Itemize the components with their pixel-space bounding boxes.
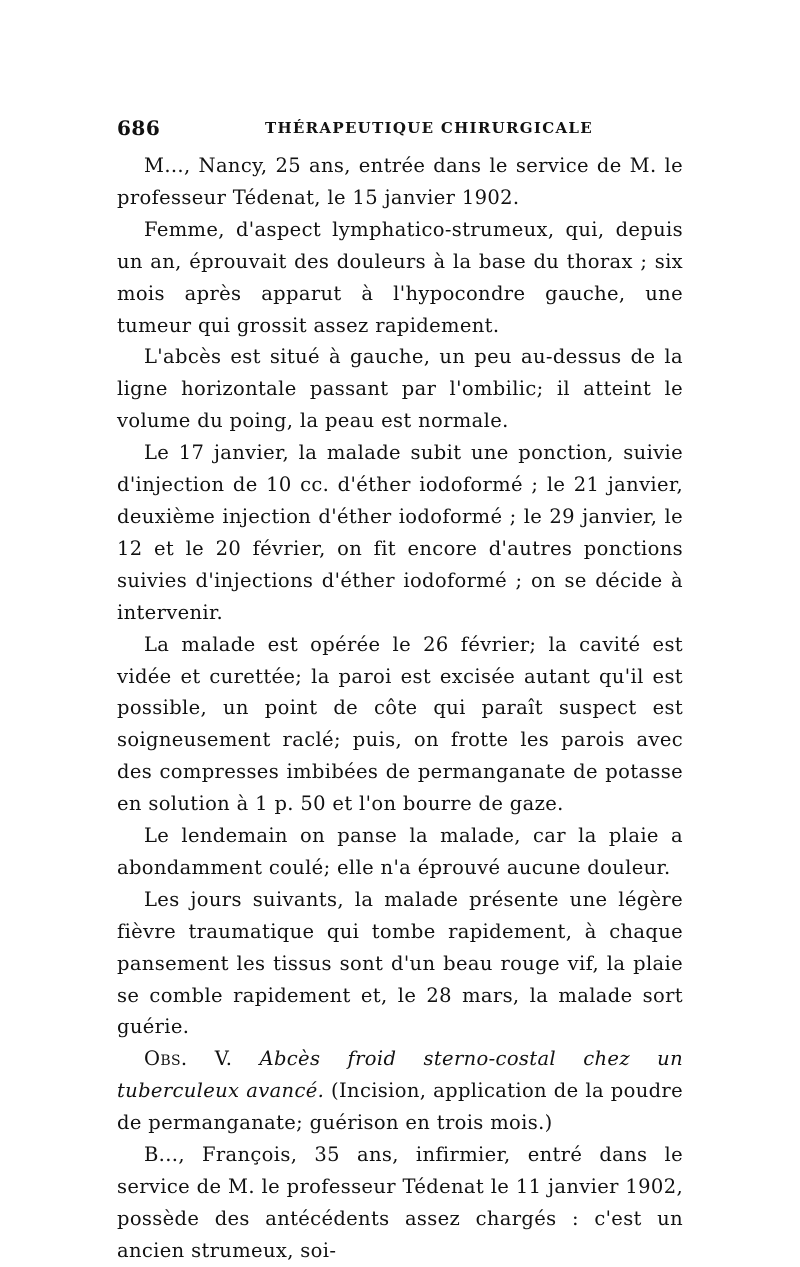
paragraph-1: M..., Nancy, 25 ans, entrée dans le service de M. le professeur Tédenat, le 15 janvier 1902. — [117, 154, 683, 209]
page-header — [117, 116, 685, 144]
paragraph-3: L'abcès est situé à gauche, un peu au-dessus de la ligne horizontale passant par l'ombilic; il atteint le volume du poing, la peau est normale. — [117, 345, 683, 433]
paragraph-5: La malade est opérée le 26 février; la cavité est vidée et curettée; la paroi est excisée autant qu'il est possible, un point de côte qui paraît suspect est soigneusement raclé; puis, on frotte les parois avec des compresses imbibées de permanganate de potasse en solution à 1 p. 50 et l'on bourre de gaze. — [117, 632, 683, 816]
paragraph-4: Le 17 janvier, la malade subit une ponction, suivie d'injection de 10 cc. d'éther iodoformé ; le 21 janvier, deuxième injection d'éther iodoformé ; le 29 janvier, le 12 et le 20 février, on fit encore d'autres ponctions suivies d'injections d'éther iodoformé ; on se décide à intervenir. — [117, 441, 683, 624]
observation-heading — [117, 1043, 683, 1139]
observation-label: Obs. V. — [144, 1047, 233, 1071]
paragraph-8: B..., François, 35 ans, infirmier, entré dans le service de M. le professeur Tédenat le 11 janvier 1902, possède des antécédents assez chargés : c'est un ancien strumeux, soi- — [117, 1143, 683, 1262]
paragraph-7: Les jours suivants, la malade présente une légère fièvre traumatique qui tombe rapidement, à chaque pansement les tissus sont d'un beau rouge vif, la plaie se comble rapidement et, le 28 mars, la malade sort guérie. — [117, 887, 683, 1039]
paragraph-2: Femme, d'aspect lymphatico-strumeux, qui, depuis un an, éprouvait des douleurs à la base du thorax ; six mois après apparut à l'hypocondre gauche, une tumeur qui grossit assez rapidement. — [117, 217, 683, 337]
paragraph-6: Le lendemain on panse la malade, car la plaie a abondamment coulé; elle n'a éprouvé aucune douleur. — [117, 824, 683, 879]
observation-subtitle: (Incision, application de la poudre de permanganate; guérison en trois mois.) — [117, 1079, 683, 1135]
running-title: THÉRAPEUTIQUE CHIRURGICALE — [265, 119, 593, 137]
page-body — [117, 150, 683, 1267]
page-number: 686 — [117, 116, 161, 140]
observation-title: Abcès froid sterno-costal chez un tuberculeux avancé. — [117, 1047, 683, 1103]
